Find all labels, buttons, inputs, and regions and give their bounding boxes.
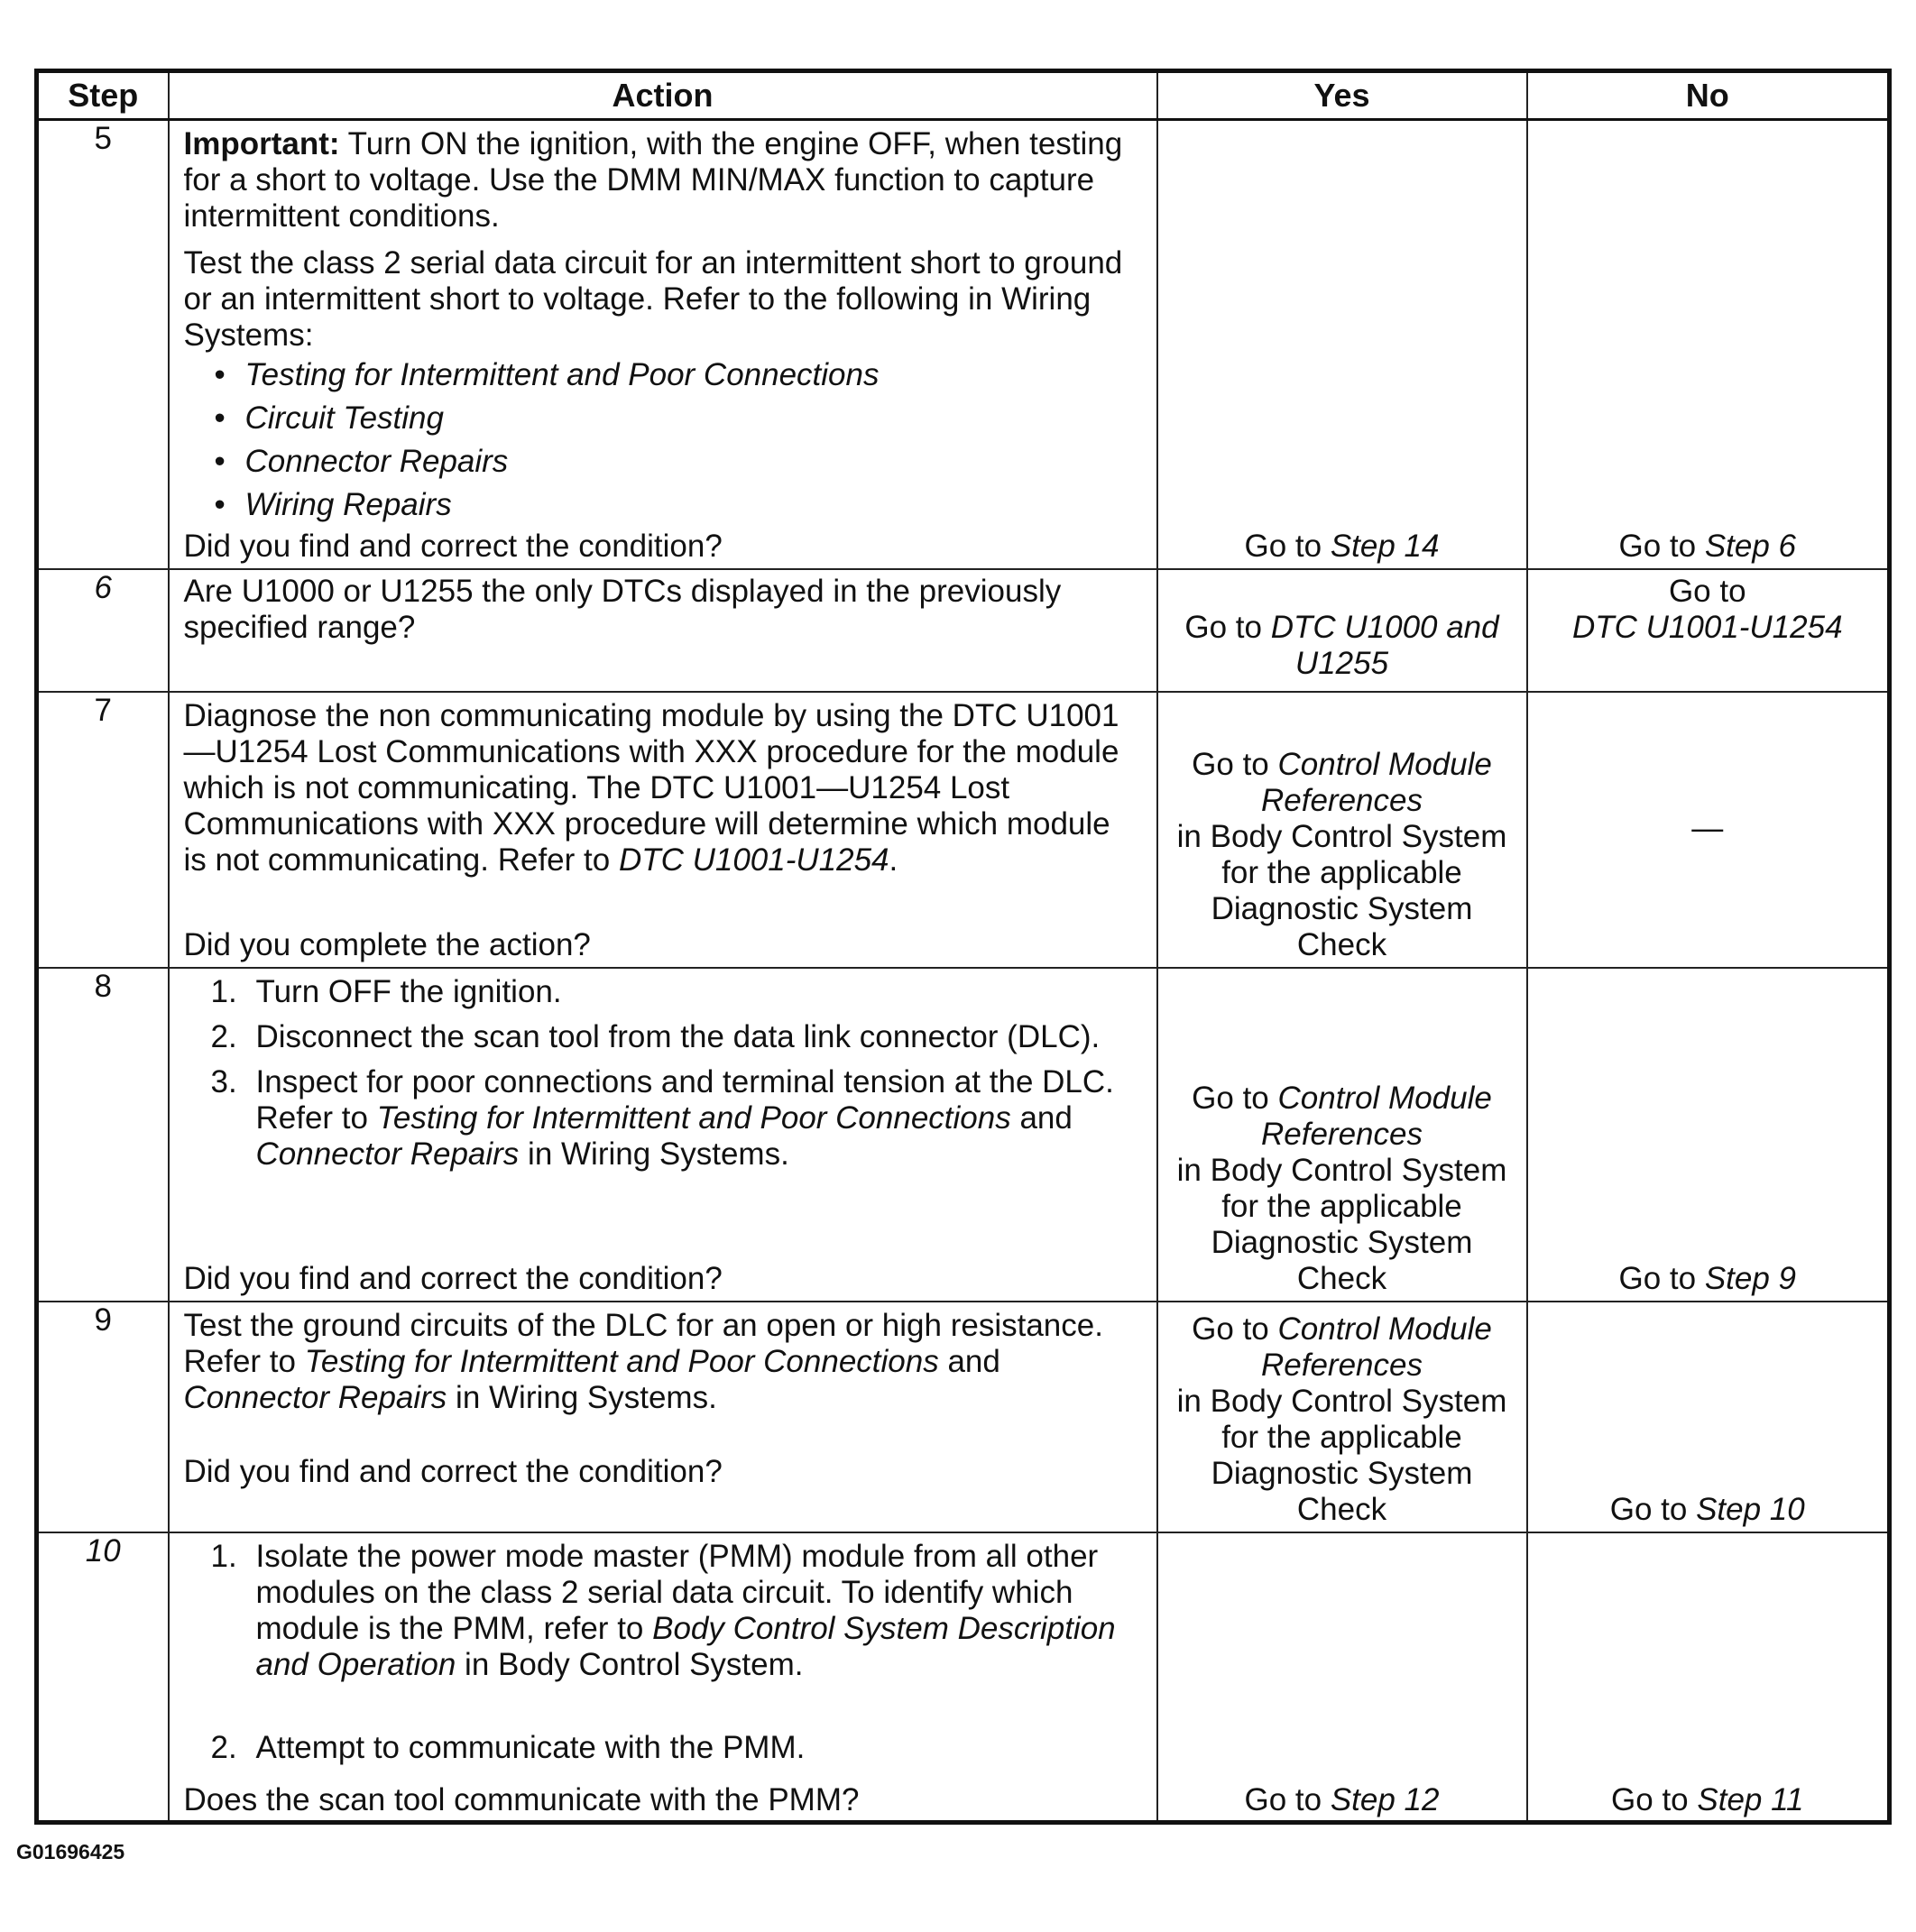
step-number: 10 [37,1532,169,1823]
yes-suffix: in Body Control System for the applicable Diagnostic System Check [1176,818,1507,962]
item-reference: Testing for Intermittent and Poor Connections [376,1099,1011,1136]
yes-reference: Step 14 [1330,529,1440,564]
action-reference: Connector Repairs [183,1379,447,1415]
no-reference: Step 9 [1704,1260,1797,1296]
step-number: 8 [37,968,169,1302]
item-text: Disconnect the scan tool from the data link connector (DLC). [255,1018,1101,1054]
table-row [37,1302,1890,1532]
important-label: Important: [183,126,340,161]
list-item: • Wiring Repairs [215,487,1142,523]
step-number: 9 [37,1302,169,1532]
no-cell [1527,1532,1890,1823]
item-text: in Body Control System. [456,1646,804,1682]
item-number: 1. [210,973,237,1009]
action-text: Test the class 2 serial data circuit for an intermittent short to ground or an intermittent short to voltage. Refer to the following in Wiring Systems: [183,245,1123,353]
figure-id: G01696425 [16,1840,125,1863]
yes-cell [1157,569,1527,692]
yes-prefix: Go to [1192,746,1278,782]
yes-cell [1157,1302,1527,1532]
no-reference: Step 6 [1704,529,1797,564]
yes-suffix: in Body Control System for the applicable Diagnostic System Check [1176,1152,1507,1296]
reference-list [184,357,1142,523]
procedure-list [184,969,1142,1173]
item-number: 1. [210,1538,237,1574]
header-row [37,71,1890,120]
item-text: in Wiring Systems. [519,1136,789,1172]
yes-prefix: Go to [1192,1080,1278,1116]
item-number: 2. [210,1018,237,1054]
action-question: Did you find and correct the condition? [183,1453,723,1489]
action-text: in Wiring Systems. [447,1379,717,1415]
action-question: Are U1000 or U1255 the only DTCs displayed in the previously specified range? [183,573,1062,645]
no-dash: — [1691,810,1724,846]
no-prefix: Go to [1611,1781,1698,1817]
list-item [211,974,1142,1010]
list-item [211,1539,1142,1683]
procedure-list [184,1730,1142,1775]
item-text: Inspect for poor connections and terminal tension at the DLC. Refer to [255,1063,1114,1136]
header-action: Action [169,71,1157,120]
item-text: Turn OFF the ignition. [255,973,562,1009]
no-prefix: Go to [1618,529,1705,564]
item-reference: Connector Repairs [255,1136,520,1172]
action-reference: DTC U1001-U1254 [618,842,889,878]
step-number: 6 [37,569,169,692]
action-reference: Testing for Intermittent and Poor Connections [304,1343,939,1379]
action-cell [169,692,1157,968]
no-prefix: Go to [1618,1260,1705,1296]
action-text-end: . [889,842,898,878]
no-reference: DTC U1001-U1254 [1571,609,1843,645]
yes-prefix: Go to [1244,1781,1331,1817]
step-number: 7 [37,692,169,968]
no-cell [1527,692,1890,968]
action-cell [169,120,1157,569]
no-cell [1527,569,1890,692]
action-question: Did you find and correct the condition? [183,529,723,564]
item-text: Isolate the power mode master (PMM) module from all other modules on the class 2 serial data circuit. To identify which module is the PMM, refer to [255,1538,1099,1646]
yes-reference: Control Module References [1261,1080,1492,1152]
no-reference: Step 11 [1697,1781,1804,1817]
no-reference: Step 10 [1696,1491,1805,1527]
action-cell [169,1532,1157,1823]
list-item [211,1019,1142,1055]
action-question: Does the scan tool communicate with the PMM? [183,1781,860,1817]
table-row [37,968,1890,1302]
action-cell [169,569,1157,692]
yes-cell [1157,692,1527,968]
diagnostic-table [34,69,1892,1825]
yes-reference: Control Module References [1261,1311,1492,1383]
list-item: • Circuit Testing [215,400,1142,437]
list-item [211,1064,1142,1173]
no-cell [1527,968,1890,1302]
yes-suffix: in Body Control System for the applicable Diagnostic System Check [1176,1383,1507,1527]
item-text: and [1010,1099,1073,1136]
list-item: • Connector Repairs [215,444,1142,480]
item-text: Attempt to communicate with the PMM. [255,1729,806,1765]
yes-reference: Control Module References [1261,746,1492,818]
procedure-list [184,1533,1142,1683]
item-reference: Body Control System Description and Operation [255,1610,1116,1682]
yes-reference: Step 12 [1330,1781,1440,1817]
yes-cell [1157,120,1527,569]
table-row [37,569,1890,692]
list-item [211,1730,1142,1766]
yes-prefix: Go to [1192,1311,1278,1347]
action-text: Diagnose the non communicating module by using the DTC U1001—U1254 Lost Communications with XXX procedure for the module which is not communicating. The DTC U1001—U1254 Lost Communications with XXX procedure will determine which module is not communicating. Refer to [183,697,1119,878]
no-prefix: Go to [1609,1491,1697,1527]
yes-prefix: Go to [1244,529,1331,564]
item-number: 3. [210,1063,237,1099]
yes-reference: DTC U1000 and U1255 [1270,609,1499,681]
header-yes: Yes [1157,71,1527,120]
action-question: Did you complete the action? [183,926,591,962]
no-cell [1527,1302,1890,1532]
yes-cell [1157,968,1527,1302]
yes-cell [1157,1532,1527,1823]
table-row [37,1532,1890,1823]
header-no: No [1527,71,1890,120]
action-text: and [938,1343,1000,1379]
action-question: Did you find and correct the condition? [183,1260,723,1296]
step-number: 5 [37,120,169,569]
yes-prefix: Go to [1184,609,1271,645]
list-item: • Testing for Intermittent and Poor Connections [215,357,1142,393]
no-prefix: Go to [1668,573,1746,609]
table-row [37,120,1890,569]
action-cell [169,968,1157,1302]
action-text: Test the ground circuits of the DLC for an open or high resistance. Refer to [183,1307,1103,1379]
important-text: Turn ON the ignition, with the engine OFF, when testing for a short to voltage. Use the DMM MIN/MAX function to capture intermittent conditions. [183,126,1123,234]
header-step: Step [37,71,169,120]
action-cell [169,1302,1157,1532]
table-row [37,692,1890,968]
no-cell [1527,120,1890,569]
item-number: 2. [210,1729,237,1765]
